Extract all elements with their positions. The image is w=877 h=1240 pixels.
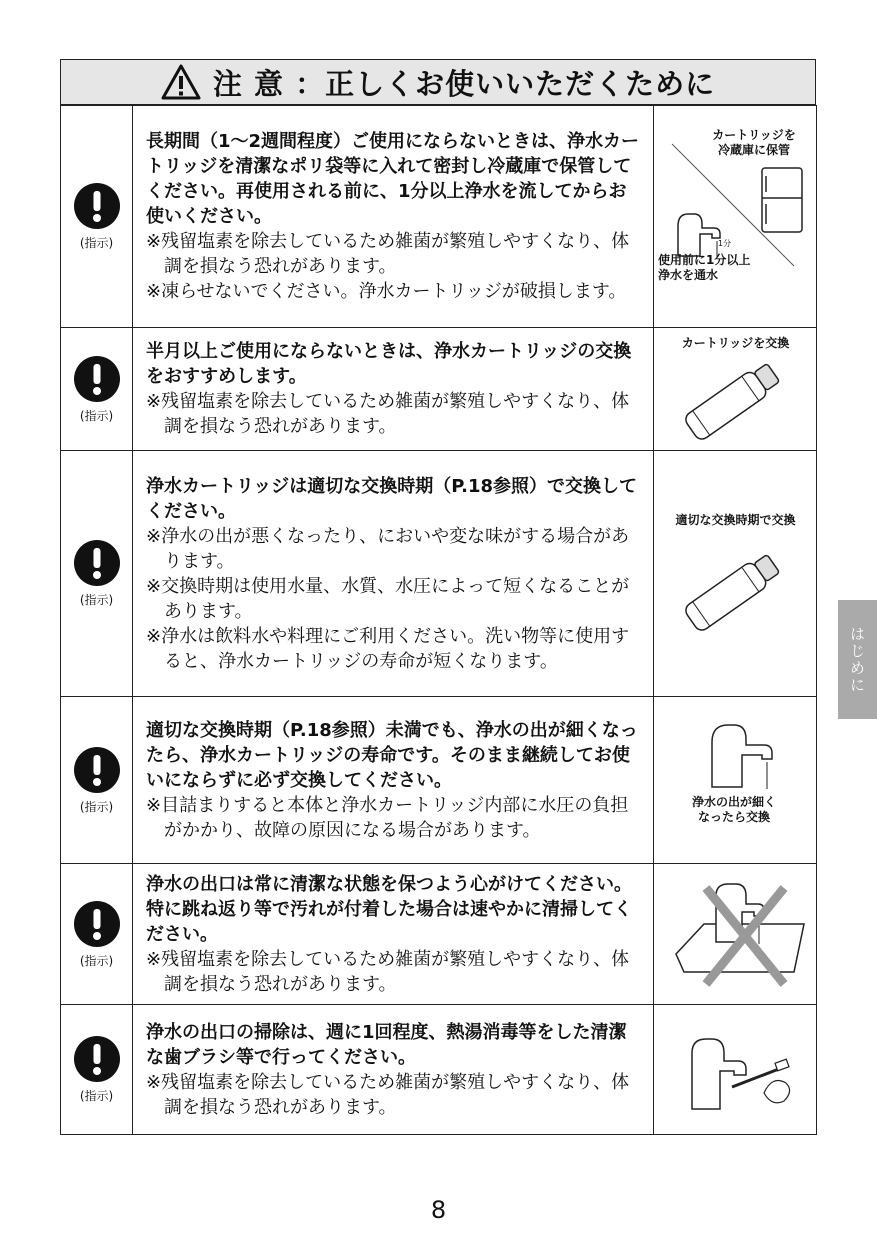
note: ※交換時期は使用水量、水質、水圧によって短くなることがあります。: [146, 575, 630, 622]
figure-caption: カートリッジを 冷蔵庫に保管: [712, 128, 796, 157]
warning-triangle-icon: [161, 64, 201, 100]
page-number: 8: [430, 1196, 447, 1224]
figure-cell: [654, 1005, 817, 1135]
text-cell: [133, 451, 654, 697]
mark-cell: [61, 864, 133, 1005]
table-row: [61, 1005, 817, 1135]
mark-cell: [61, 106, 133, 328]
mark-label: (指示): [79, 236, 114, 250]
text-cell: [133, 106, 654, 328]
text-cell: [133, 1005, 654, 1135]
figure-caption: 浄水の出が細く なったら交換: [691, 795, 776, 824]
mandatory-action-icon: [73, 746, 121, 794]
figure-cell: [654, 328, 817, 451]
figure-caption: カートリッジを交換: [681, 336, 790, 350]
note: ※浄水は飲料水や料理にご利用ください。洗い物等に使用すると、浄水カートリッジの寿命が短くなります。: [146, 625, 630, 672]
note: ※目詰まりすると本体と浄水カートリッジ内部に水圧の負担がかかり、故障の原因になる場合があります。: [146, 794, 629, 841]
mark-cell: [61, 451, 133, 697]
mandatory-action-icon: [73, 900, 121, 948]
mandatory-action-icon: [73, 539, 121, 587]
cartridge-illustration: [654, 451, 817, 697]
figure-caption: 適切な交換時期で交換: [675, 513, 796, 527]
time-label: 1分: [718, 239, 732, 248]
text-cell: [133, 697, 654, 864]
note: ※凍らせないでください。浄水カートリッジが破損します。: [146, 281, 627, 302]
cartridge-illustration: [654, 328, 817, 451]
mark-label: (指示): [79, 799, 114, 814]
mark-cell: [61, 697, 133, 864]
mark-cell: [61, 328, 133, 451]
note: ※残留塩素を除去しているため雑菌が繁殖しやすくなり、体調を損なう恐れがあります。: [146, 391, 630, 437]
table-row: [61, 697, 817, 864]
splash-faucet-prohibited-illustration: [654, 864, 817, 1005]
mark-label: (指示): [79, 408, 114, 423]
table-row: [61, 451, 817, 697]
text-cell: [133, 864, 654, 1005]
toothbrush-cleaning-illustration: [654, 1005, 817, 1135]
note: ※浄水の出が悪くなったり、においや変な味がする場合があります。: [146, 525, 630, 572]
figure-cell: [654, 697, 817, 864]
table-row: [61, 864, 817, 1005]
main-instruction: 適切な交換時期（P.18参照）未満でも、浄水の出が細くなったら、浄水カートリッジの寿命です。そのまま継続してお使いにならずに必ず交換してください。: [146, 719, 638, 791]
caution-title: 注 意 ：正しくお使いいただくために: [212, 66, 716, 101]
mark-label: (指示): [79, 593, 114, 607]
figure-caption-2: 使用前に1分以上 浄水を通水: [658, 253, 751, 282]
note: ※残留塩素を除去しているため雑菌が繁殖しやすくなり、体調を損なう恐れがあります。: [146, 1071, 630, 1118]
faucet-illustration: [654, 697, 817, 864]
table-row: [61, 328, 817, 451]
mandatory-action-icon: [73, 355, 121, 403]
caution-table: [60, 105, 817, 1135]
figure-cell: [654, 451, 817, 697]
mandatory-action-icon: [73, 182, 121, 230]
main-instruction: 浄水の出口は常に清潔な状態を保つよう心がけてください。特に跳ね返り等で汚れが付着した場合は速やかに清掃してください。: [146, 873, 632, 945]
mark-label: (指示): [79, 1089, 114, 1103]
mark-label: (指示): [79, 953, 114, 968]
main-instruction: 浄水カートリッジは適切な交換時期（P.18参照）で交換してください。: [146, 475, 638, 522]
side-tab: はじめに: [838, 600, 877, 719]
figure-cell: [654, 864, 817, 1005]
main-instruction: 長期間（1～2週間程度）ご使用にならないときは、浄水カートリッジを清潔なポリ袋等に入れて密封し冷蔵庫で保管してください。再使用される前に、1分以上浄水を流してからお使いください。: [146, 131, 640, 227]
mark-cell: [61, 1005, 133, 1135]
text-cell: [133, 328, 654, 451]
table-row: [61, 106, 817, 328]
main-instruction: 半月以上ご使用にならないときは、浄水カートリッジの交換をおすすめします。: [146, 341, 632, 387]
caution-section: [60, 59, 816, 1135]
figure-cell: [654, 106, 817, 328]
note: ※残留塩素を除去しているため雑菌が繁殖しやすくなり、体調を損なう恐れがあります。: [146, 231, 630, 277]
note: ※残留塩素を除去しているため雑菌が繁殖しやすくなり、体調を損なう恐れがあります。: [146, 948, 630, 995]
fridge-faucet-illustration: [654, 106, 817, 328]
main-instruction: 浄水の出口の掃除は、週に1回程度、熱湯消毒等をした清潔な歯ブラシ等で行ってください。: [146, 1021, 627, 1068]
mandatory-action-icon: [73, 1035, 121, 1083]
caution-header: [60, 59, 816, 105]
